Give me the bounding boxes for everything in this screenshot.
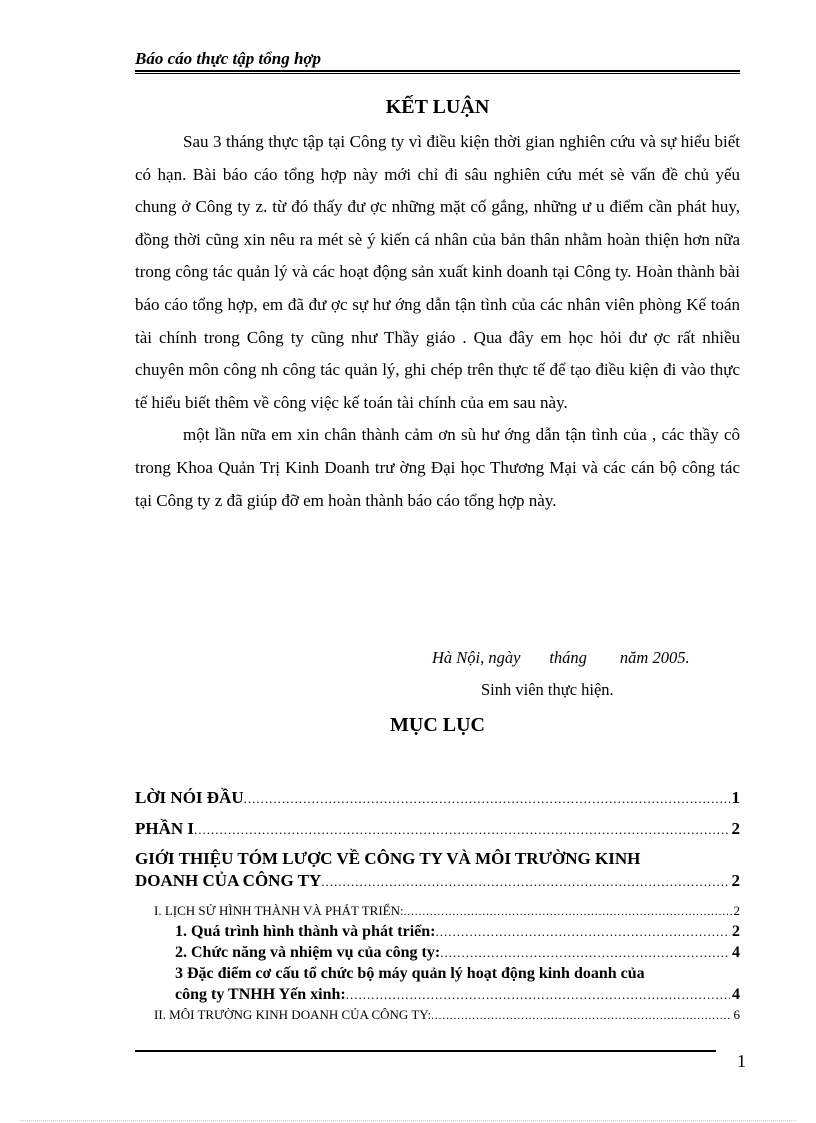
toc-row-7[interactable] [135,986,740,1004]
page-bottom-border [20,1120,796,1121]
toc-leader [431,1010,731,1022]
toc-row-1[interactable] [135,788,740,808]
toc-entry-page: 1 [731,788,740,807]
toc-entry-page: 2 [731,871,740,890]
conclusion-heading: KẾT LUẬN [385,96,490,118]
toc-leader [440,945,730,961]
footer-rule [135,1050,716,1052]
toc-leader [404,906,732,918]
toc-entry-page: 6 [733,1007,740,1022]
toc-entry-title: II. MÔI TRƯỜNG KINH DOANH CỦA CÔNG TY: [154,1007,432,1022]
conclusion-paragraph-1: Sau 3 tháng thực tập tại Công ty vì điều kiện thời gian nghiên cứu và sự hiểu biết có hạn. Bài báo cáo tổng hợp này mới chỉ đi sâu nghiên cứu mét sè vấn đề chủ yếu chung ở Công ty z. từ đó thấy đư ợc những mặt cố gắng, những ư u điểm cần phát huy, đồng thời cũng xin nêu ra mét sè ý kiến cá nhân của bản thân nhằm hoàn thiện hơn nữa trong công tác quản lý và các hoạt động sản xuất kinh doanh tại Công ty. Hoàn thành bài báo cáo tổng hợp, em đã đư ợc sự hư ớng dẫn tận tình của các nhân viên phòng Kế toán tài chính trong Công ty cũng như Thầy giáo . Qua đây em học hỏi đư ợc rất nhiều chuyên môn công nh công tác quản lý, ghi chép trên thực tế để tạo điều kiện đi vào thực tế hiểu biết thêm về công việc kế toán tài chính của em sau này. [135,132,740,412]
toc-row-4[interactable] [135,903,740,919]
toc-row-7-line1[interactable]: 3 Đặc điểm cơ cấu tổ chức bộ máy quản lý hoạt động kinh doanh của [175,965,645,982]
toc-entry-title: LỜI NÓI ĐẦU [135,788,244,807]
toc-entry-title: DOANH CỦA CÔNG TY [135,871,322,890]
running-header: Báo cáo thực tập tổng hợp [135,49,322,68]
toc-entry-title: công ty TNHH Yến xinh: [175,986,346,1003]
toc-entry-title: 2. Chức năng và nhiệm vụ của công ty: [175,944,441,961]
toc-entry-page: 2 [732,923,740,940]
toc-entry-title: 1. Quá trình hình thành và phát triển: [175,923,436,940]
toc-row-3[interactable] [135,871,740,891]
toc-row-6[interactable] [135,944,740,962]
toc-leader [436,924,730,940]
toc-row-5[interactable] [135,923,740,941]
page-number: 1 [737,1051,746,1071]
toc-entry-page: 2 [733,903,740,918]
toc-row-3-line1[interactable]: GIỚI THIỆU TÓM LƯỢC VỀ CÔNG TY VÀ MÔI TRƯỜNG KINH [135,849,641,868]
toc-entry-page: 4 [732,986,740,1003]
signature-label: Sinh viên thực hiện. [481,680,614,699]
toc-row-2[interactable] [135,819,740,839]
toc-entry-title: I. LỊCH SỬ HÌNH THÀNH VÀ PHÁT TRIỂN: [154,903,404,918]
toc-entry-page: 4 [732,944,740,961]
conclusion-paragraph-2: một lần nữa em xin chân thành cảm ơn sù hư ớng dẫn tận tình của , các thầy cô trong Khoa Quản Trị Kinh Doanh trư ờng Đại học Thương Mại và các cán bộ công tác tại Công ty z đã giúp đỡ em hoàn thành báo cáo tổng hợp này. [135,425,740,510]
toc-leader [321,874,729,890]
toc-row-8[interactable] [135,1007,740,1023]
header-rule-thin [135,73,740,74]
toc-entry-page: 2 [731,819,740,838]
toc-leader [194,822,729,838]
toc-leader [244,791,730,807]
place-date: Hà Nội, ngày tháng năm 2005. [432,648,690,667]
header-rule [135,70,740,72]
toc-heading: MỤC LỤC [390,714,485,736]
toc-leader [346,987,730,1003]
conclusion-body [135,126,740,517]
toc-entry-title: PHẦN I [135,819,195,838]
